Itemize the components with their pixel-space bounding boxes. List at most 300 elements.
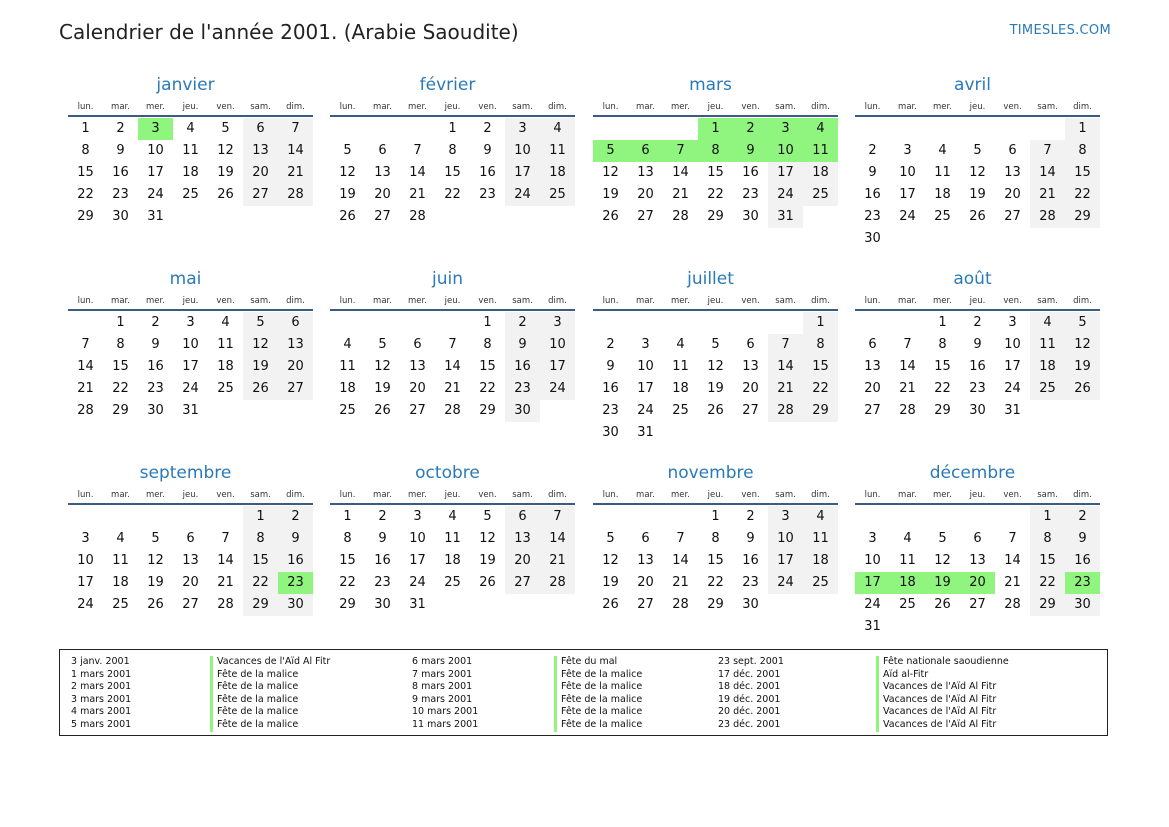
day-cell: 5 <box>606 531 615 546</box>
day-cell: 3 <box>641 337 650 352</box>
weekday-label: dim. <box>1073 490 1092 500</box>
page-title: Calendrier de l'année 2001. (Arabie Saoudite) <box>59 20 519 44</box>
day-cell: 18 <box>217 359 234 374</box>
day-cell: 2 <box>505 312 540 334</box>
empty-cell <box>365 312 400 334</box>
day-cell: 17 <box>899 187 916 202</box>
day-cell: 20 <box>243 162 278 184</box>
empty-cell <box>593 118 628 140</box>
day-cell: 19 <box>479 553 496 568</box>
day-cell: 14 <box>217 553 234 568</box>
day-cell: 11 <box>803 528 838 550</box>
day-cell: 28 <box>1030 206 1065 228</box>
day-cell: 21 <box>409 187 426 202</box>
day-cell: 21 <box>672 575 689 590</box>
weekday-label: mer. <box>671 296 690 306</box>
day-cell: 22 <box>112 381 129 396</box>
empty-cell <box>663 312 698 334</box>
weekday-label: dim. <box>811 102 830 112</box>
day-grid <box>855 118 1100 250</box>
day-cell: 6 <box>413 337 422 352</box>
day-cell: 21 <box>1030 184 1065 206</box>
legend-date: 2 mars 2001 <box>71 681 132 693</box>
day-cell: 4 <box>676 337 685 352</box>
day-cell: 18 <box>112 575 129 590</box>
header-rule <box>855 503 1100 505</box>
legend-holiday-name: Vacances de l'Aïd Al Fitr <box>210 656 330 669</box>
weekday-label: jeu. <box>182 490 199 500</box>
month-name: mai <box>169 269 202 289</box>
day-cell: 25 <box>672 403 689 418</box>
day-cell: 13 <box>1004 165 1021 180</box>
day-cell: 1 <box>1030 506 1065 528</box>
day-cell: 20 <box>637 187 654 202</box>
day-cell: 4 <box>1030 312 1065 334</box>
day-cell: 25 <box>1030 378 1065 400</box>
day-cell: 19 <box>602 575 619 590</box>
day-cell: 8 <box>1065 140 1100 162</box>
day-cell: 27 <box>1004 209 1021 224</box>
legend-names-col-3 <box>876 656 1009 732</box>
day-cell: 15 <box>77 165 94 180</box>
weekday-label: lun. <box>339 490 356 500</box>
empty-cell <box>890 506 925 528</box>
weekday-label: sam. <box>1037 296 1058 306</box>
day-cell: 28 <box>1004 597 1021 612</box>
day-cell: 26 <box>217 187 234 202</box>
day-cell: 19 <box>217 165 234 180</box>
day-cell: 2 <box>116 121 125 136</box>
empty-cell <box>855 118 890 140</box>
day-cell: 12 <box>602 165 619 180</box>
day-cell: 13 <box>409 359 426 374</box>
weekday-label: lun. <box>77 102 94 112</box>
day-cell: 16 <box>602 381 619 396</box>
day-cell: 1 <box>116 315 125 330</box>
legend-date: 8 mars 2001 <box>412 681 473 693</box>
day-cell: 1 <box>1065 118 1100 140</box>
holiday-day: 1 <box>698 118 733 140</box>
weekday-label: sam. <box>775 490 796 500</box>
day-grid <box>68 118 313 228</box>
day-cell: 4 <box>116 531 125 546</box>
day-cell: 30 <box>864 231 881 246</box>
day-cell: 30 <box>742 597 759 612</box>
day-cell: 21 <box>444 381 461 396</box>
day-cell: 16 <box>742 553 759 568</box>
holiday-day: 4 <box>803 118 838 140</box>
day-cell: 19 <box>374 381 391 396</box>
day-cell: 5 <box>973 143 982 158</box>
weekday-label: dim. <box>286 296 305 306</box>
day-cell: 16 <box>374 553 391 568</box>
weekday-label: mar. <box>636 102 655 112</box>
day-cell: 24 <box>77 597 94 612</box>
weekday-label: mar. <box>111 490 130 500</box>
day-cell: 27 <box>409 403 426 418</box>
legend-date: 20 déc. 2001 <box>718 706 781 718</box>
legend-holiday-name: Fête de la malice <box>554 694 642 707</box>
day-cell: 14 <box>899 359 916 374</box>
header-rule <box>68 309 313 311</box>
day-cell: 9 <box>278 528 313 550</box>
weekday-label: sam. <box>250 490 271 500</box>
legend-date: 23 déc. 2001 <box>718 718 781 730</box>
day-cell: 12 <box>217 143 234 158</box>
empty-cell <box>960 118 995 140</box>
empty-cell <box>593 312 628 334</box>
day-cell: 30 <box>602 425 619 440</box>
day-cell: 14 <box>409 165 426 180</box>
weekday-label: jeu. <box>444 296 461 306</box>
weekday-label: dim. <box>1073 102 1092 112</box>
day-cell: 3 <box>505 118 540 140</box>
day-cell: 5 <box>1065 312 1100 334</box>
day-cell: 13 <box>969 553 986 568</box>
day-cell: 14 <box>278 140 313 162</box>
day-cell: 7 <box>413 143 422 158</box>
day-cell: 15 <box>803 356 838 378</box>
day-cell: 8 <box>483 337 492 352</box>
month-name: janvier <box>156 75 215 95</box>
legend-names-col-1 <box>210 656 330 732</box>
day-cell: 2 <box>483 121 492 136</box>
weekday-label: mer. <box>408 490 427 500</box>
empty-cell <box>995 118 1030 140</box>
weekday-header <box>855 293 1100 309</box>
day-cell: 4 <box>186 121 195 136</box>
day-cell: 26 <box>1065 378 1100 400</box>
legend-holiday-name: Fête de la malice <box>554 681 642 694</box>
day-cell: 12 <box>243 334 278 356</box>
legend-holiday-name: Vacances de l'Aïd Al Fitr <box>876 694 1009 707</box>
empty-cell <box>925 118 960 140</box>
day-cell: 2 <box>278 506 313 528</box>
day-cell: 14 <box>672 165 689 180</box>
day-cell: 24 <box>899 209 916 224</box>
day-cell: 30 <box>374 597 391 612</box>
day-cell: 27 <box>243 184 278 206</box>
day-grid <box>593 118 838 228</box>
day-grid <box>593 506 838 616</box>
day-cell: 29 <box>339 597 356 612</box>
month-block <box>593 74 838 228</box>
day-cell: 30 <box>505 400 540 422</box>
day-cell: 29 <box>112 403 129 418</box>
day-cell: 10 <box>899 165 916 180</box>
weekday-label: ven. <box>216 296 235 306</box>
day-cell: 7 <box>448 337 457 352</box>
day-cell: 24 <box>147 187 164 202</box>
legend-date: 1 mars 2001 <box>71 668 132 680</box>
day-cell: 28 <box>768 400 803 422</box>
day-cell: 26 <box>969 209 986 224</box>
legend-holiday-name: Fête de la malice <box>554 706 642 719</box>
day-cell: 9 <box>973 337 982 352</box>
day-cell: 4 <box>343 337 352 352</box>
weekday-label: sam. <box>775 296 796 306</box>
day-cell: 15 <box>479 359 496 374</box>
day-cell: 22 <box>339 575 356 590</box>
day-cell: 16 <box>969 359 986 374</box>
day-cell: 11 <box>217 337 234 352</box>
weekday-label: dim. <box>1073 296 1092 306</box>
day-cell: 9 <box>483 143 492 158</box>
day-cell: 7 <box>1030 140 1065 162</box>
weekday-label: mar. <box>111 102 130 112</box>
weekday-label: dim. <box>811 490 830 500</box>
day-cell: 26 <box>479 575 496 590</box>
day-cell: 25 <box>444 575 461 590</box>
legend-date: 7 mars 2001 <box>412 668 473 680</box>
empty-cell <box>960 506 995 528</box>
day-cell: 13 <box>637 553 654 568</box>
day-cell: 10 <box>505 140 540 162</box>
weekday-header <box>855 99 1100 115</box>
day-cell: 7 <box>903 337 912 352</box>
day-cell: 6 <box>186 531 195 546</box>
day-cell: 26 <box>602 597 619 612</box>
legend-holiday-name: Vacances de l'Aïd Al Fitr <box>876 681 1009 694</box>
day-cell: 11 <box>182 143 199 158</box>
day-cell: 20 <box>1004 187 1021 202</box>
holiday-day: 23 <box>1065 572 1100 594</box>
day-cell: 24 <box>864 597 881 612</box>
day-cell: 2 <box>151 315 160 330</box>
weekday-label: dim. <box>286 102 305 112</box>
day-cell: 13 <box>374 165 391 180</box>
day-cell: 26 <box>243 378 278 400</box>
weekday-label: mer. <box>408 296 427 306</box>
empty-cell <box>103 506 138 528</box>
day-cell: 13 <box>864 359 881 374</box>
day-cell: 17 <box>1004 359 1021 374</box>
day-cell: 30 <box>147 403 164 418</box>
day-cell: 31 <box>147 209 164 224</box>
day-cell: 2 <box>606 337 615 352</box>
weekday-label: mar. <box>898 490 917 500</box>
day-cell: 22 <box>803 378 838 400</box>
day-cell: 28 <box>899 403 916 418</box>
weekday-label: mar. <box>373 490 392 500</box>
weekday-header <box>593 487 838 503</box>
day-cell: 1 <box>483 315 492 330</box>
legend-date: 23 sept. 2001 <box>718 656 784 667</box>
day-cell: 6 <box>505 506 540 528</box>
day-cell: 22 <box>77 187 94 202</box>
site-link[interactable]: TIMESLES.COM <box>1009 23 1111 38</box>
weekday-label: mer. <box>671 102 690 112</box>
legend-date: 10 mars 2001 <box>412 706 479 718</box>
day-cell: 1 <box>803 312 838 334</box>
holiday-day: 5 <box>593 140 628 162</box>
weekday-label: ven. <box>741 102 760 112</box>
day-cell: 17 <box>768 162 803 184</box>
day-cell: 8 <box>116 337 125 352</box>
weekday-label: sam. <box>512 490 533 500</box>
day-cell: 11 <box>899 553 916 568</box>
legend-holiday-name: Fête de la malice <box>554 669 642 682</box>
day-cell: 22 <box>479 381 496 396</box>
holiday-day: 3 <box>138 118 173 140</box>
day-cell: 25 <box>540 184 575 206</box>
day-cell: 18 <box>339 381 356 396</box>
day-cell: 27 <box>278 378 313 400</box>
day-cell: 7 <box>221 531 230 546</box>
empty-cell <box>663 506 698 528</box>
day-grid <box>593 312 838 444</box>
day-cell: 25 <box>339 403 356 418</box>
day-cell: 20 <box>637 575 654 590</box>
legend-date: 3 janv. 2001 <box>71 656 130 667</box>
day-cell: 1 <box>938 315 947 330</box>
legend-holiday-name: Fête de la malice <box>554 719 642 732</box>
header-rule <box>68 503 313 505</box>
day-cell: 10 <box>864 553 881 568</box>
day-cell: 11 <box>112 553 129 568</box>
day-cell: 30 <box>1065 594 1100 616</box>
day-cell: 23 <box>742 575 759 590</box>
day-cell: 9 <box>868 165 877 180</box>
day-cell: 1 <box>81 121 90 136</box>
day-cell: 5 <box>221 121 230 136</box>
month-block <box>593 268 838 444</box>
day-cell: 4 <box>903 531 912 546</box>
empty-cell <box>855 312 890 334</box>
legend-holiday-name: Fête nationale saoudienne <box>876 656 1009 669</box>
weekday-label: sam. <box>512 296 533 306</box>
day-cell: 1 <box>711 509 720 524</box>
holiday-day: 18 <box>890 572 925 594</box>
holiday-day: 20 <box>960 572 995 594</box>
weekday-label: sam. <box>1037 102 1058 112</box>
day-cell: 15 <box>1030 550 1065 572</box>
legend-dates-col-3 <box>718 656 784 732</box>
holiday-day: 17 <box>855 572 890 594</box>
month-block <box>330 74 575 228</box>
empty-cell <box>698 312 733 334</box>
day-cell: 24 <box>409 575 426 590</box>
day-cell: 9 <box>606 359 615 374</box>
weekday-header <box>593 293 838 309</box>
day-cell: 15 <box>243 550 278 572</box>
empty-cell <box>330 118 365 140</box>
day-cell: 26 <box>374 403 391 418</box>
weekday-header <box>330 293 575 309</box>
weekday-label: sam. <box>250 296 271 306</box>
day-cell: 6 <box>641 531 650 546</box>
month-block <box>68 74 313 228</box>
day-cell: 7 <box>540 506 575 528</box>
day-cell: 9 <box>505 334 540 356</box>
weekday-label: mar. <box>898 296 917 306</box>
day-cell: 19 <box>243 356 278 378</box>
month-name: mars <box>689 75 732 95</box>
day-cell: 12 <box>602 553 619 568</box>
day-cell: 2 <box>973 315 982 330</box>
weekday-label: ven. <box>1003 102 1022 112</box>
empty-cell <box>628 312 663 334</box>
day-cell: 9 <box>151 337 160 352</box>
day-cell: 31 <box>637 425 654 440</box>
day-cell: 21 <box>672 187 689 202</box>
day-cell: 3 <box>186 315 195 330</box>
empty-cell <box>890 118 925 140</box>
legend-date: 3 mars 2001 <box>71 693 132 705</box>
weekday-label: lun. <box>602 490 619 500</box>
weekday-label: mer. <box>933 102 952 112</box>
day-cell: 11 <box>672 359 689 374</box>
weekday-label: ven. <box>741 296 760 306</box>
day-cell: 16 <box>147 359 164 374</box>
day-cell: 7 <box>1008 531 1017 546</box>
empty-cell <box>890 312 925 334</box>
legend-dates-col-2 <box>412 656 478 732</box>
day-cell: 20 <box>864 381 881 396</box>
day-cell: 15 <box>707 165 724 180</box>
day-cell: 3 <box>868 531 877 546</box>
day-cell: 22 <box>1030 572 1065 594</box>
legend-holiday-name: Fête de la malice <box>210 719 330 732</box>
weekday-label: jeu. <box>707 490 724 500</box>
day-cell: 8 <box>81 143 90 158</box>
day-cell: 26 <box>934 597 951 612</box>
day-cell: 28 <box>672 597 689 612</box>
day-cell: 28 <box>444 403 461 418</box>
day-cell: 10 <box>637 359 654 374</box>
weekday-label: dim. <box>548 102 567 112</box>
day-cell: 25 <box>803 184 838 206</box>
header-rule <box>68 115 313 117</box>
weekday-label: jeu. <box>969 490 986 500</box>
day-cell: 21 <box>278 162 313 184</box>
weekday-label: sam. <box>250 102 271 112</box>
empty-cell <box>330 312 365 334</box>
day-cell: 22 <box>243 572 278 594</box>
weekday-label: sam. <box>1037 490 1058 500</box>
day-cell: 19 <box>339 187 356 202</box>
day-cell: 7 <box>768 334 803 356</box>
holiday-legend <box>59 649 1108 736</box>
month-block <box>68 268 313 422</box>
day-grid <box>855 506 1100 638</box>
day-cell: 15 <box>339 553 356 568</box>
empty-cell <box>365 118 400 140</box>
weekday-label: mar. <box>111 296 130 306</box>
day-cell: 16 <box>864 187 881 202</box>
empty-cell <box>663 118 698 140</box>
holiday-day: 9 <box>733 140 768 162</box>
weekday-label: jeu. <box>182 102 199 112</box>
day-grid <box>68 506 313 616</box>
month-block <box>593 462 838 616</box>
legend-date: 9 mars 2001 <box>412 693 473 705</box>
header-rule <box>330 503 575 505</box>
day-cell: 19 <box>969 187 986 202</box>
day-cell: 10 <box>1004 337 1021 352</box>
day-cell: 10 <box>409 531 426 546</box>
day-cell: 22 <box>934 381 951 396</box>
holiday-day: 23 <box>278 572 313 594</box>
day-cell: 28 <box>672 209 689 224</box>
month-name: décembre <box>929 463 1016 483</box>
month-block <box>68 462 313 616</box>
day-cell: 9 <box>1065 528 1100 550</box>
month-name: avril <box>954 75 991 95</box>
legend-date: 4 mars 2001 <box>71 706 132 718</box>
weekday-label: lun. <box>864 490 881 500</box>
legend-holiday-name: Aïd al-Fitr <box>876 669 1009 682</box>
